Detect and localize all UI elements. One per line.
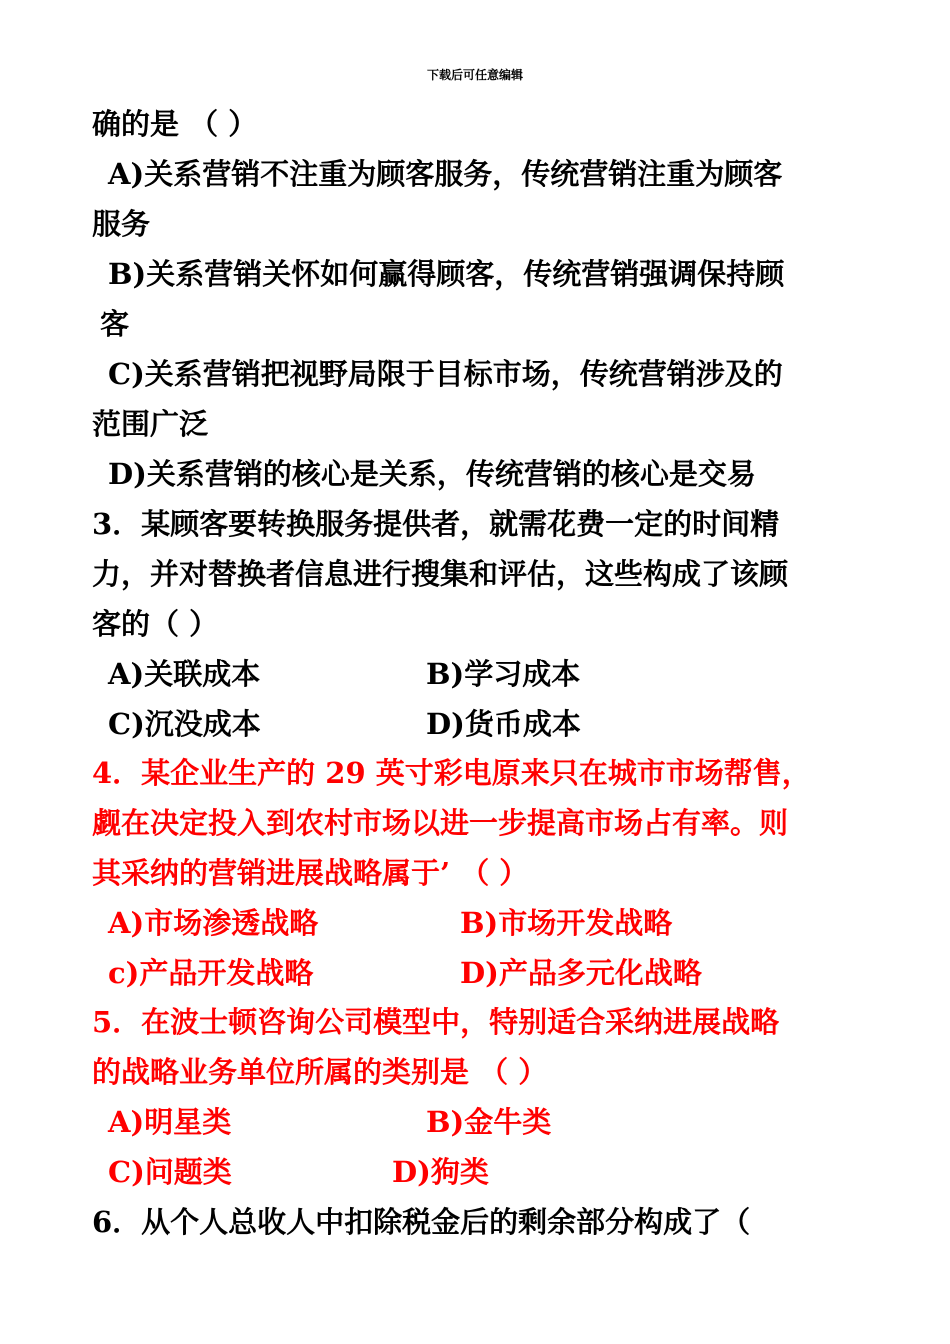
q2-option-d: D)关系营销的核心是关系，传统营销的核心是交易: [108, 457, 756, 491]
q5-option-a: A)明星类: [108, 1105, 232, 1139]
q5-stem-line2: 的战略业务单位所属的类别是 （ ）: [92, 1055, 548, 1089]
q4-stem-line2: 觑在决定投入到农村市场以进一步提高市场占有率。则: [92, 806, 789, 840]
q4-option-a: A)市场渗透战略: [108, 906, 319, 940]
q2-option-a-line1: A)关系营销不注重为顾客服务，传统营销注重为顾客: [108, 157, 783, 191]
q2-option-a-line2: 服务: [92, 207, 151, 241]
q2-stem: 确的是 （ ）: [92, 107, 258, 141]
q5-option-b: B)金牛类: [426, 1105, 552, 1139]
page-header: 下载后可任意编辑: [426, 68, 523, 82]
q3-option-b: B)学习成本: [426, 657, 581, 691]
q4-stem-line3: 其采纳的营销进展战略属于’ （ ）: [92, 856, 529, 890]
q5-options-row1: [0, 1102, 950, 1142]
q3-option-d: D)货币成本: [426, 707, 581, 741]
q4-option-c: c)产品开发战略: [108, 956, 314, 990]
q4-options-row2: [0, 953, 950, 993]
q3-options-row1: [0, 654, 950, 694]
q5-options-row2: [0, 1152, 950, 1192]
q2-option-c-line2: 范围广泛: [92, 407, 209, 441]
q2-option-b-line1: B)关系营销关怀如何赢得顾客，传统营销强调保持顾: [108, 257, 785, 291]
q4-option-b: B)市场开发战略: [460, 906, 673, 940]
q2-option-c-line1: C)关系营销把视野局限于目标市场，传统营销涉及的: [108, 357, 783, 391]
q3-option-c: C)沉没成本: [108, 707, 261, 741]
q4-option-d: D)产品多元化战略: [460, 956, 702, 990]
q2-option-b-line2: 客: [100, 307, 130, 341]
q3-option-a: A)关联成本: [108, 657, 261, 691]
q3-stem-line1: 3．某顾客要转换服务提供者，就需花费一定的时间精: [92, 507, 780, 541]
q3-stem-line2: 力，并对替换者信息进行搜集和评估，这些构成了该顾: [92, 557, 789, 591]
q4-options-row1: [0, 903, 950, 943]
q6-stem-line1: 6．从个人总收人中扣除税金后的剩余部分构成了（: [92, 1205, 751, 1239]
q5-stem-line1: 5．在波士顿咨询公司模型中，特别适合采纳进展战略: [92, 1005, 780, 1039]
q5-option-c: C)问题类: [108, 1155, 232, 1189]
q3-stem-line3: 客的（ ）: [92, 607, 219, 641]
q3-options-row2: [0, 704, 950, 744]
q5-option-d: D)狗类: [392, 1155, 489, 1189]
q4-stem-line1: 4．某企业生产的 29 英寸彩电原来只在城市市场帮售，: [92, 756, 811, 790]
